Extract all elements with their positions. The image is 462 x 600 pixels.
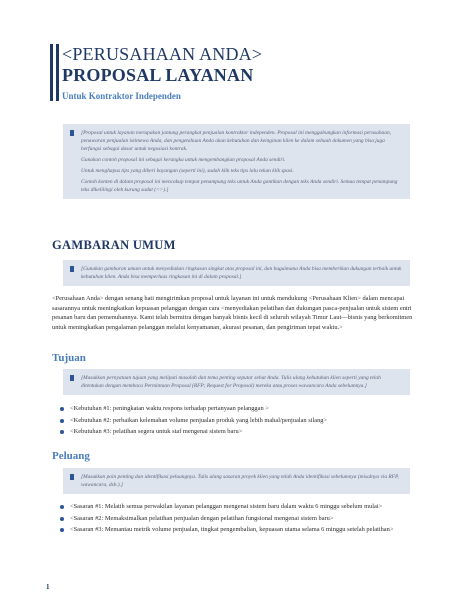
overview-tip-text: [Gunakan gambaran umum untuk menyediakan ringkasan singkat atas proposal ini, dan bagaimana Anda bisa memberikan dukungan terbaik untuk kebutuhan klien. Anda bisa memperluas ringkasan ini di dalam proposal.] xyxy=(81,266,402,280)
list-item: <Kebutuhan #3: pelatihan segera untuk staf mengenai sistem baru> xyxy=(58,427,412,437)
list-item: <Sasaran #3: Memantau metrik volume penjualan, tingkat pengembalian, kepuasan utama selama 6 minggu setelah pelatihan> xyxy=(58,525,412,535)
goals-tip-box xyxy=(63,369,410,395)
intro-tip-paragraph-4: Contoh konten di dalam proposal ini mencakup tempat penampung teks untuk Anda gantikan dengan teks Anda sendiri. Semua tempat penampung teks dikelilingi oleh kurung sudut (<>).] xyxy=(81,179,398,193)
intro-tip-paragraph-3: Untuk menghapus tips yang diberi bayangan (seperti ini), sudah klik teks tips lalu tekan klik spasi. xyxy=(81,168,294,174)
opportunity-tip-box xyxy=(63,468,410,494)
bullet-icon xyxy=(60,430,64,434)
list-item: <Sasaran #1: Melatih semua perwakilan layanan pelanggan mengenai sistem baru dalam waktu 6 minggu sebelum mulai> xyxy=(58,502,412,512)
list-item: <Kebutuhan #1: peningkatan waktu respons terhadap pertanyaan pelanggan > xyxy=(58,404,412,414)
bullet-icon xyxy=(60,528,64,532)
list-item: <Sasaran #2: Memaksimalkan pelatihan penjualan dengan pelatihan fungsional mengenai sistem baru> xyxy=(58,514,412,524)
overview-body: <Perusahaan Anda> dengan senang hati mengirimkan proposal untuk layanan ini untuk mendukung <Perusahaan Klien> dalam mencapai sasarannya untuk meningkatkan kepuasan pelanggan dengan cara <menyediakan pelatihan dan dukungan pasca-penjualan untuk sistem entri pesanan baru dan pemenuhannya. Kami telah bermitra dengan banyak bisnis kecil di seluruh wilayah Timur Laut—bisnis yang berkomitmen untuk meningkatkan pengalaman pelanggan melalui kenyamanan, akurasi pesanan, dan pengiriman tepat waktu.> xyxy=(52,295,413,331)
overview-tip-box xyxy=(63,260,410,286)
page-number: 1 xyxy=(46,583,50,591)
bullet-icon xyxy=(60,505,64,509)
goals-heading: Tujuan xyxy=(52,352,86,364)
tip-flag-icon xyxy=(70,375,74,381)
tip-flag-icon xyxy=(70,266,74,272)
intro-tip-paragraph-1: [Proposal untuk layanan merupakan jantung perangkat penjualan kontraktor independen. Proposal ini menggabungkan informasi perusahaan, penawaran penjualan istimewa Anda, dan pengetahuan Anda akan kebutuhan dan keinginan klien ke dalam sebuah dokumen yang bisa juga berfungsi sebagai dasar untuk negosiasi kontrak. xyxy=(81,130,391,152)
intro-tip-box xyxy=(63,124,410,199)
header-rule-left xyxy=(50,44,53,101)
tip-flag-icon xyxy=(70,474,74,480)
opportunity-list xyxy=(58,502,412,537)
tip-flag-icon xyxy=(70,130,74,136)
document-title: PROPOSAL LAYANAN xyxy=(62,65,254,85)
goals-tip-text: [Masukkan pernyataan tujuan yang meliputi masalah dan tema penting seputar sebut Anda. Tulis ulang kebutuhan klien seperti yang telah ditentukan dengan membaca Permintaan Proposal (RFP; Request for Proposal) mereka atau proses wawancara Anda sebelumnya.] xyxy=(81,375,381,389)
overview-heading: GAMBARAN UMUM xyxy=(52,238,176,252)
list-item: <Kebutuhan #2: perbaikan kelemahan volume penjualan produk yang lebih mahal/penjualan silang> xyxy=(58,416,412,426)
intro-tip-paragraph-2: Gunakan contoh proposal ini sebagai kerangka untuk mengembangkan proposal Anda sendiri. xyxy=(81,157,286,163)
bullet-icon xyxy=(60,407,64,411)
bullet-icon xyxy=(60,419,64,423)
document-subtitle: Untuk Kontraktor Independen xyxy=(62,91,181,101)
bullet-icon xyxy=(60,517,64,521)
opportunity-heading: Peluang xyxy=(52,450,90,462)
opportunity-tip-text: [Masukkan poin penting dan identifikasi peluangnya. Tulis ulang sasaran proyek klien yang telah Anda identifikasi sebelumnya (misalnya via RFP, wawancara, dsb.).] xyxy=(81,474,399,488)
header-rule-right xyxy=(56,44,59,101)
goals-list xyxy=(58,404,412,439)
company-name: <PERUSAHAAN ANDA> xyxy=(62,44,263,64)
